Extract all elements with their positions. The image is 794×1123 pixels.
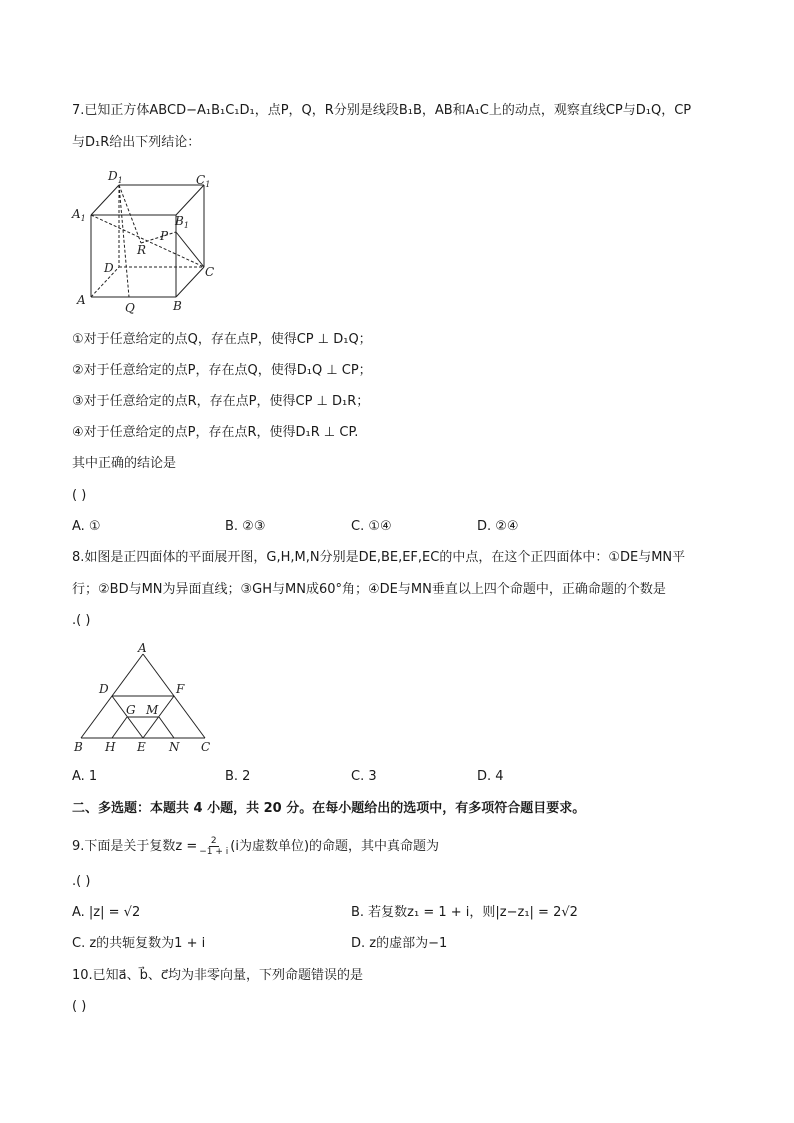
net-label-C: C: [201, 740, 211, 754]
q8-option-c[interactable]: C. 3: [351, 769, 377, 784]
q9-option-c[interactable]: C. z的共轭复数为1 + i: [72, 936, 206, 951]
q7-statement-2: ②对于任意给定的点P，存在点Q，使得D₁Q ⊥ CP；: [72, 363, 372, 378]
q9-stem-prefix: 9.下面是关于复数z =: [72, 838, 198, 854]
label-A: A: [77, 293, 86, 307]
q8-option-b[interactable]: B. 2: [225, 769, 251, 784]
tetrahedron-net-figure: [68, 640, 218, 760]
q8-stem-line1: 8.如图是正四面体的平面展开图，G,H,M,N分别是DE,BE,EF,EC的中点，在这个正四面体中：①DE与MN平: [72, 550, 686, 565]
q7-paren: ( ): [72, 488, 87, 503]
net-label-A: A: [138, 641, 147, 655]
net-label-E: E: [137, 740, 146, 754]
q9-fraction-numerator: 2: [210, 836, 217, 846]
q8-stem-line2: 行；②BD与MN为异面直线；③GH与MN成60°角；④DE与MN垂直以上四个命题中，正确命题的个数是: [72, 582, 666, 597]
q7-stem-line1: 7.已知正方体ABCD−A₁B₁C₁D₁，点P，Q，R分别是线段B₁B，AB和A₁C上的动点，观察直线CP与D₁Q，CP: [72, 103, 692, 118]
q9-stem-line1: [72, 836, 439, 857]
q10-paren: ( ): [72, 999, 87, 1014]
q7-option-a[interactable]: A. ①: [72, 519, 101, 534]
label-B1: $B_1$: [175, 214, 189, 230]
label-D1: $D_1$: [108, 169, 123, 185]
q9-stem-suffix: (i为虚数单位)的命题，其中真命题为: [230, 838, 440, 854]
q9-stem-line2: .( ): [72, 874, 91, 889]
label-P: P: [160, 229, 169, 243]
label-A1: $A_1$: [72, 207, 86, 223]
section2-heading: 二、多选题：本题共 4 小题，共 20 分。在每小题给出的选项中，有多项符合题目要求。: [72, 801, 586, 816]
net-label-G: G: [126, 703, 136, 717]
q9-option-b[interactable]: B. 若复数z₁ = 1 + i，则|z−z₁| = 2√2: [351, 905, 578, 920]
label-C1: $C_1$: [196, 173, 211, 189]
q7-conclusion: 其中正确的结论是: [72, 456, 177, 471]
q7-statement-4: ④对于任意给定的点P，存在点R，使得D₁R ⊥ CP.: [72, 425, 359, 440]
q7-statement-1: ①对于任意给定的点Q，存在点P，使得CP ⊥ D₁Q；: [72, 332, 372, 347]
q8-option-d[interactable]: D. 4: [477, 769, 504, 784]
q7-option-d[interactable]: D. ②④: [477, 519, 519, 534]
q10-stem: 10.已知a⃗、b⃗、c⃗均为非零向量，下列命题错误的是: [72, 968, 364, 983]
q7-option-c[interactable]: C. ①④: [351, 519, 392, 534]
q8-stem-line3: .( ): [72, 613, 91, 628]
label-C: C: [205, 265, 215, 279]
q9-fraction: [199, 836, 228, 857]
q9-option-a[interactable]: A. |z| = √2: [72, 905, 141, 920]
label-Q: Q: [125, 301, 135, 315]
cube-figure: [64, 164, 234, 319]
net-label-N: N: [169, 740, 180, 754]
q9-fraction-denominator: −1 + i: [199, 847, 229, 857]
label-D: D: [104, 261, 114, 275]
label-B: B: [173, 299, 182, 313]
q8-option-a[interactable]: A. 1: [72, 769, 98, 784]
net-label-F: F: [176, 682, 185, 696]
label-R: R: [137, 243, 147, 257]
q7-statement-3: ③对于任意给定的点R，存在点P，使得CP ⊥ D₁R；: [72, 394, 370, 409]
q7-option-b[interactable]: B. ②③: [225, 519, 266, 534]
q7-stem-line2: 与D₁R给出下列结论：: [72, 135, 201, 150]
net-label-D: D: [99, 682, 109, 696]
q9-option-d[interactable]: D. z的虚部为−1: [351, 936, 448, 951]
net-label-M: M: [146, 703, 159, 717]
net-label-B: B: [74, 740, 83, 754]
net-label-H: H: [105, 740, 116, 754]
